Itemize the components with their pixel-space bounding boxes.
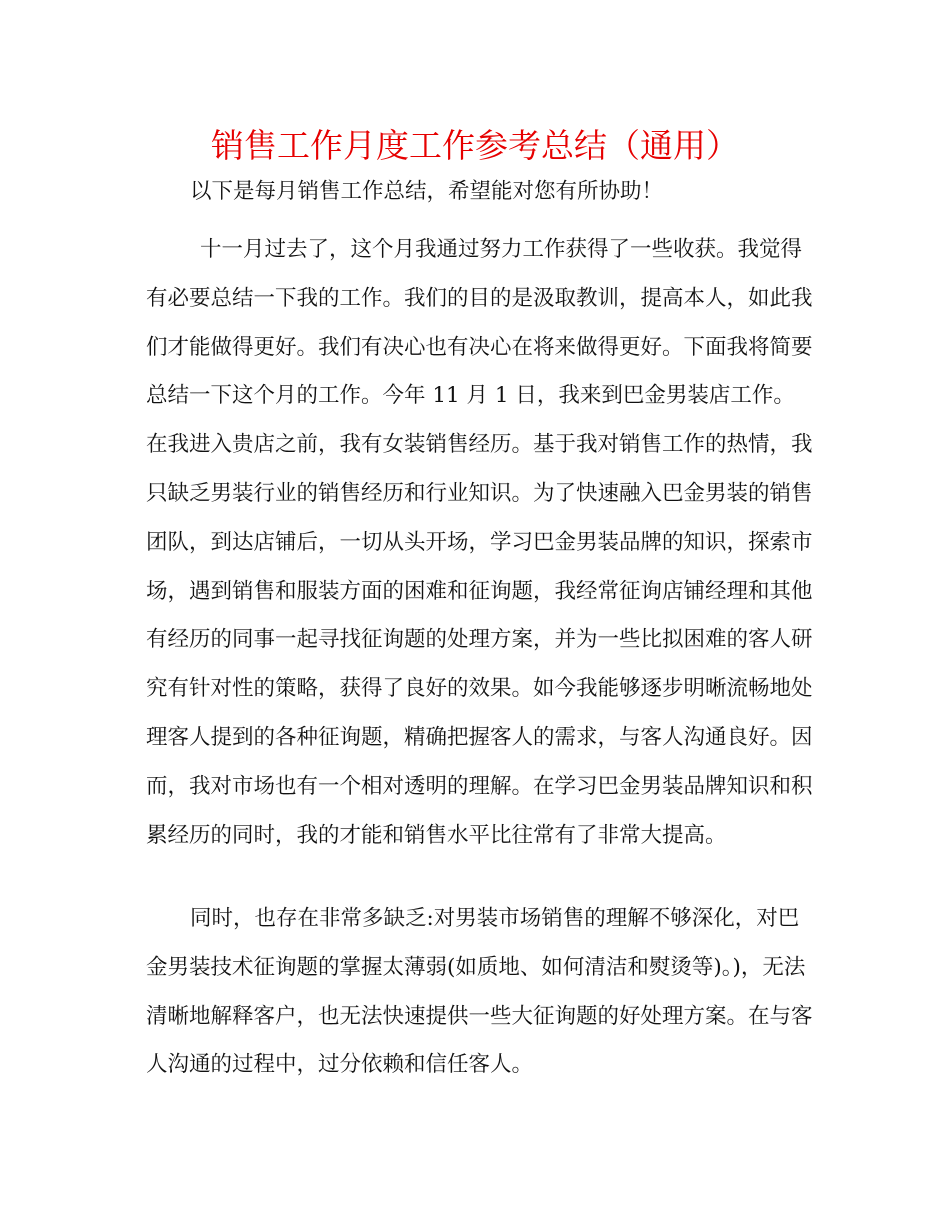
intro-paragraph: 以下是每月销售工作总结，希望能对您有所协助！	[190, 179, 664, 204]
body-paragraph-2: 同时，也存在非常多缺乏:对男装市场销售的理解不够深化，对巴金男装技术征询题的掌握太薄弱(如质地、如何清洁和熨烫等)。)，无法清晰地解释客户，也无法快速提供一些大征询题的好处理方案。在与客人沟通的过程中，过分依赖和信任客人。	[146, 906, 813, 1078]
document-title: 销售工作月度工作参考总结（通用）	[211, 126, 739, 165]
body-paragraph-1: 十一月过去了，这个月我通过努力工作获得了一些收获。我觉得有必要总结一下我的工作。我们的目的是汲取教训，提高本人，如此我们才能做得更好。我们有决心也有决心在将来做得更好。下面我将简要总结一下这个月的工作。今年 11 月 1 日，我来到巴金男装店工作。在我进入贵店之前，我有女装销售经历。基于我对销售工作的热情，我只缺乏男装行业的销售经历和行业知识。为了快速融入巴金男装的销售团队，到达店铺后，一切从头开场，学习巴金男装品牌的知识，探索市场，遇到销售和服装方面的困难和征询题，我经常征询店铺经理和其他有经历的同事一起寻找征询题的处理方案，并为一些比拟困难的客人研究有针对性的策略，获得了良好的效果。如今我能够逐步明晰流畅地处理客人提到的各种征询题，精确把握客人的需求，与客人沟通良好。因而，我对市场也有一个相对透明的理解。在学习巴金男装品牌知识和积累经历的同时，我的才能和销售水平比往常有了非常大提高。	[146, 237, 813, 848]
